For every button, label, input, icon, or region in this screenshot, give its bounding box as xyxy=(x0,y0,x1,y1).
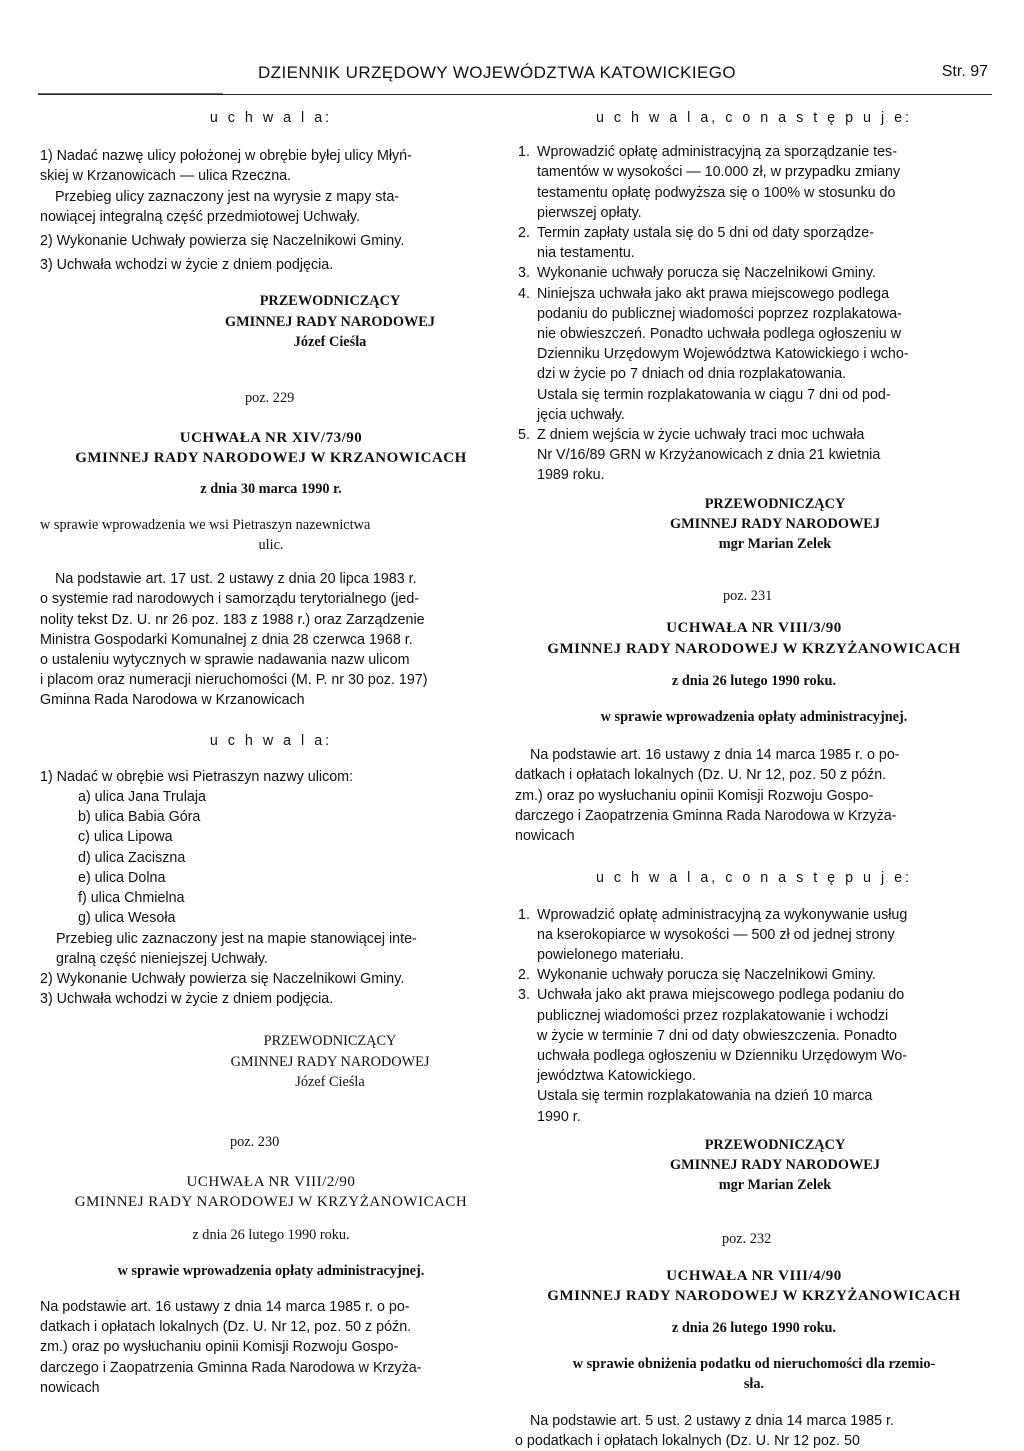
signature-title: PRZEWODNICZĄCY xyxy=(704,1136,846,1153)
item-line: uchwała podlega ogłoszeniu w Dzienniku Urzędowym Wo- xyxy=(537,1047,908,1064)
journal-title: DZIENNIK URZĘDOWY WOJEWÓDZTWA KATOWICKIEGO xyxy=(258,63,737,82)
list-item xyxy=(515,985,993,1126)
item-line: Przebieg ulicy zaznaczony jest na wyrysie z mapy sta- xyxy=(55,188,400,205)
basis-line: zm.) oraz po wysłuchaniu opinii Komisji Rozwoju Gospo- xyxy=(40,1339,399,1356)
signature-block xyxy=(150,291,510,352)
list-item: d) ulica Zaciszna xyxy=(78,849,186,866)
resolution-date: z dnia 26 lutego 1990 roku. xyxy=(192,1226,350,1243)
item-number: 4. xyxy=(518,285,530,302)
signature-org: GMINNEJ RADY NARODOWEJ xyxy=(670,515,880,532)
resolution-title: UCHWAŁA NR VIII/3/90 xyxy=(666,620,842,637)
basis-line: o podatkach i opłatach lokalnych (Dz. U. Nr 12 poz. 50 xyxy=(515,1432,860,1449)
list-item xyxy=(515,965,993,985)
right-column xyxy=(515,108,993,1451)
item-line: w życie w terminie 7 dni od daty obwieszczenia. Ponadto xyxy=(537,1027,897,1044)
item-number: 3. xyxy=(518,987,530,1004)
list-item: c) ulica Lipowa xyxy=(78,829,173,846)
item-number: 2. xyxy=(518,225,530,242)
item-line: Wykonanie uchwały porucza się Naczelnikowi Gminy. xyxy=(537,967,876,984)
basis-line: nolity tekst Dz. U. nr 26 poz. 183 z 1988 r.) oraz Zarządzenie xyxy=(40,611,425,628)
list-item xyxy=(515,223,993,263)
resolution-subject: w sprawie wprowadzenia opłaty administracyjnej. xyxy=(117,1262,425,1279)
item-line: 1) Nadać w obrębie wsi Pietraszyn nazwy ulicom: xyxy=(40,768,354,785)
item-number: 3. xyxy=(518,265,530,282)
basis-line: Na podstawie art. 5 ust. 2 ustawy z dnia 14 marca 1985 r. xyxy=(530,1412,894,1429)
item-line: jewództwa Katowickiego. xyxy=(537,1068,696,1085)
item-line: 3) Uchwała wchodzi w życie z dniem podjęcia. xyxy=(40,991,334,1008)
header-rule xyxy=(38,93,223,94)
basis-line: i placom oraz numeracji nieruchomości (M. P. nr 30 poz. 197) xyxy=(40,672,428,689)
item-line: 2) Wykonanie Uchwały powierza się Naczelnikowi Gminy. xyxy=(40,233,405,250)
item-line: Z dniem wejścia w życie uchwały traci moc uchwała xyxy=(537,427,865,444)
signature-name: Józef Cieśla xyxy=(295,1073,365,1090)
legal-basis xyxy=(515,1411,993,1451)
left-column xyxy=(40,108,502,1398)
signature-block xyxy=(565,494,985,555)
basis-line: datkach i opłatach lokalnych (Dz. U. Nr 12, poz. 50 z późn. xyxy=(515,767,887,784)
signature-name: mgr Marian Zelek xyxy=(718,1177,832,1194)
item-line: 1) Nadać nazwę ulicy położonej w obrębie byłej ulicy Młyń- xyxy=(40,148,412,165)
resolution-subject: w sprawie wprowadzenia we wsi Pietraszyn nazewnictwa xyxy=(40,516,371,533)
position-number: poz. 230 xyxy=(230,1133,280,1150)
item-line: Uchwała jako akt prawa miejscowego podlega podaniu do xyxy=(537,987,905,1004)
page-number: Str. 97 xyxy=(941,63,988,80)
resolution-subject: w sprawie obniżenia podatku od nieruchomości dla rzemio- xyxy=(572,1356,936,1373)
item-line: Wprowadzić opłatę administracyjną za sporządzanie tes- xyxy=(537,144,897,161)
basis-line: darczego i Zaopatrzenia Gminna Rada Narodowa w Krzyża- xyxy=(40,1359,422,1376)
item-line: publicznej wiadomości przez rozplakatowanie i wchodzi xyxy=(537,1007,889,1024)
basis-line: nowicach xyxy=(40,1379,100,1396)
signature-block xyxy=(150,1031,510,1092)
resolution-heading: u c h w a l a: xyxy=(209,110,333,126)
legal-basis xyxy=(515,745,993,846)
item-line: Dzienniku Urzędowym Województwa Katowickiego i wcho- xyxy=(537,346,909,363)
position-number: poz. 229 xyxy=(245,390,295,407)
resolution-title: UCHWAŁA NR VIII/2/90 xyxy=(186,1174,356,1191)
signature-title: PRZEWODNICZĄCY xyxy=(704,495,846,512)
list-item: a) ulica Jana Trulaja xyxy=(78,789,206,806)
list-item: e) ulica Dolna xyxy=(78,869,166,886)
resolution-title: UCHWAŁA NR XIV/73/90 xyxy=(179,430,363,447)
item-line: nie obwieszczeń. Ponadto uchwała podlega ogłoszeniu w xyxy=(537,326,902,343)
numbered-list xyxy=(515,142,993,485)
item-number: 1. xyxy=(518,144,530,161)
signature-name: mgr Marian Zelek xyxy=(718,536,832,553)
signature-name: Józef Cieśla xyxy=(293,333,367,350)
signature-block xyxy=(565,1135,985,1196)
item-line: testamentu opłatę podwyższa się o 100% w stosunku do xyxy=(537,184,896,201)
legal-basis xyxy=(40,1297,502,1398)
numbered-list xyxy=(515,905,993,1127)
item-number: 1. xyxy=(518,906,530,923)
list-item: f) ulica Chmielna xyxy=(78,890,185,907)
item-line: Wprowadzić opłatę administracyjną za wykonywanie usług xyxy=(537,906,908,923)
page-header xyxy=(38,60,992,95)
signature-org: GMINNEJ RADY NARODOWEJ xyxy=(230,1053,430,1070)
item-line: dzi w życie po 7 dniach od dnia rozplakatowania. xyxy=(537,366,847,383)
item-line: nowiącej integralną część przedmiotowej Uchwały. xyxy=(40,208,360,225)
item-line: skiej w Krzanowicach — ulica Rzeczna. xyxy=(40,168,292,185)
item-number: 5. xyxy=(518,427,530,444)
list-item xyxy=(515,425,993,486)
signature-org: GMINNEJ RADY NARODOWEJ xyxy=(670,1156,880,1173)
signature-title: PRZEWODNICZĄCY xyxy=(263,1033,397,1050)
resolution-org: GMINNEJ RADY NARODOWEJ W KRZANOWICACH xyxy=(75,450,467,467)
item-line: gralną część nieniejszej Uchwały. xyxy=(56,950,268,967)
item-line: 2) Wykonanie Uchwały powierza się Naczelnikowi Gminy. xyxy=(40,970,405,987)
basis-line: darczego i Zaopatrzenia Gminna Rada Narodowa w Krzyża- xyxy=(515,807,897,824)
list-item xyxy=(515,263,993,283)
signature-title: PRZEWODNICZĄCY xyxy=(259,293,401,310)
item-line: pierwszej opłaty. xyxy=(537,204,642,221)
resolution-heading: u c h w a l a, c o n a s t ę p u j e: xyxy=(595,110,913,126)
item-line: jęcia uchwały. xyxy=(537,406,625,423)
list-item xyxy=(515,284,993,425)
item-line: powielonego materiału. xyxy=(537,946,685,963)
list-item: b) ulica Babia Góra xyxy=(78,809,201,826)
item-line: Ustala się termin rozplakatowania w ciągu 7 dni od pod- xyxy=(537,386,891,403)
basis-line: o ustaleniu wytycznych w sprawie nadawania nazw ulicom xyxy=(40,652,410,669)
item-line: Niniejsza uchwała jako akt prawa miejscowego podlega xyxy=(537,285,890,302)
basis-line: zm.) oraz po wysłuchaniu opinii Komisji Rozwoju Gospo- xyxy=(515,787,874,804)
resolution-subject: ulic. xyxy=(258,537,284,554)
item-line: 1990 r. xyxy=(537,1108,581,1125)
item-line: Nr V/16/89 GRN w Krzyżanowicach z dnia 21 kwietnia xyxy=(537,447,881,464)
resolution-date: z dnia 30 marca 1990 r. xyxy=(200,480,342,497)
item-line: Termin zapłaty ustala się do 5 dni od daty sporządze- xyxy=(537,225,874,242)
basis-line: nowicach xyxy=(515,828,575,845)
resolution-heading: u c h w a l a, c o n a s t ę p u j e: xyxy=(595,870,913,887)
street-list xyxy=(40,787,502,949)
basis-line: Na podstawie art. 16 ustawy z dnia 14 marca 1985 r. o po- xyxy=(530,747,900,764)
basis-line: Na podstawie art. 16 ustawy z dnia 14 marca 1985 r. o po- xyxy=(40,1298,410,1315)
list-item xyxy=(515,905,993,966)
item-number: 2. xyxy=(518,967,530,984)
resolution-org: GMINNEJ RADY NARODOWEJ W KRZYŻANOWICACH xyxy=(547,1287,961,1304)
basis-line: o systemie rad narodowych i samorządu terytorialnego (jed- xyxy=(40,591,420,608)
basis-line: Ministra Gospodarki Komunalnej z dnia 28 czerwca 1968 r. xyxy=(40,631,413,648)
item-line: 1989 roku. xyxy=(537,467,605,484)
item-line: 3) Uchwała wchodzi w życie z dniem podjęcia. xyxy=(40,257,334,274)
position-number: poz. 232 xyxy=(722,1231,772,1248)
resolution-heading: u c h w a l a: xyxy=(209,732,333,749)
item-line: na kserokopiarce w wysokości — 500 zł od jednej strony xyxy=(537,926,895,943)
resolution-title: UCHWAŁA NR VIII/4/90 xyxy=(666,1267,842,1284)
basis-line: Na podstawie art. 17 ust. 2 ustawy z dnia 20 lipca 1983 r. xyxy=(55,571,417,588)
basis-line: Gminna Rada Narodowa w Krzanowicach xyxy=(40,692,305,709)
resolution-subject: w sprawie wprowadzenia opłaty administracyjnej. xyxy=(600,709,908,726)
item-line: Ustala się termin rozplakatowania na dzień 10 marca xyxy=(537,1088,873,1105)
list-item: g) ulica Wesoła xyxy=(78,910,176,927)
list-item xyxy=(515,142,993,223)
resolution-subject: sła. xyxy=(743,1376,765,1393)
item-line: tamentów w wysokości — 10.000 zł, w przypadku zmiany xyxy=(537,164,901,181)
signature-org: GMINNEJ RADY NARODOWEJ xyxy=(225,313,435,330)
item-line: Przebieg ulic zaznaczony jest na mapie stanowiącej inte- xyxy=(56,930,417,947)
legal-basis xyxy=(40,569,502,710)
item-line: podaniu do publicznej wiadomości poprzez rozplakatowa- xyxy=(537,305,902,322)
position-number: poz. 231 xyxy=(723,588,773,605)
basis-line: datkach i opłatach lokalnych (Dz. U. Nr 12, poz. 50 z późn. xyxy=(40,1319,412,1336)
item-line: nia testamentu. xyxy=(537,245,635,262)
resolution-date: z dnia 26 lutego 1990 roku. xyxy=(671,1319,837,1336)
resolution-org: GMINNEJ RADY NARODOWEJ W KRZYŻANOWICACH xyxy=(547,640,961,657)
resolution-org: GMINNEJ RADY NARODOWEJ W KRZYŻANOWICACH xyxy=(74,1194,468,1211)
resolution-date: z dnia 26 lutego 1990 roku. xyxy=(671,672,837,689)
item-line: Wykonanie uchwały porucza się Naczelnikowi Gminy. xyxy=(537,265,876,282)
